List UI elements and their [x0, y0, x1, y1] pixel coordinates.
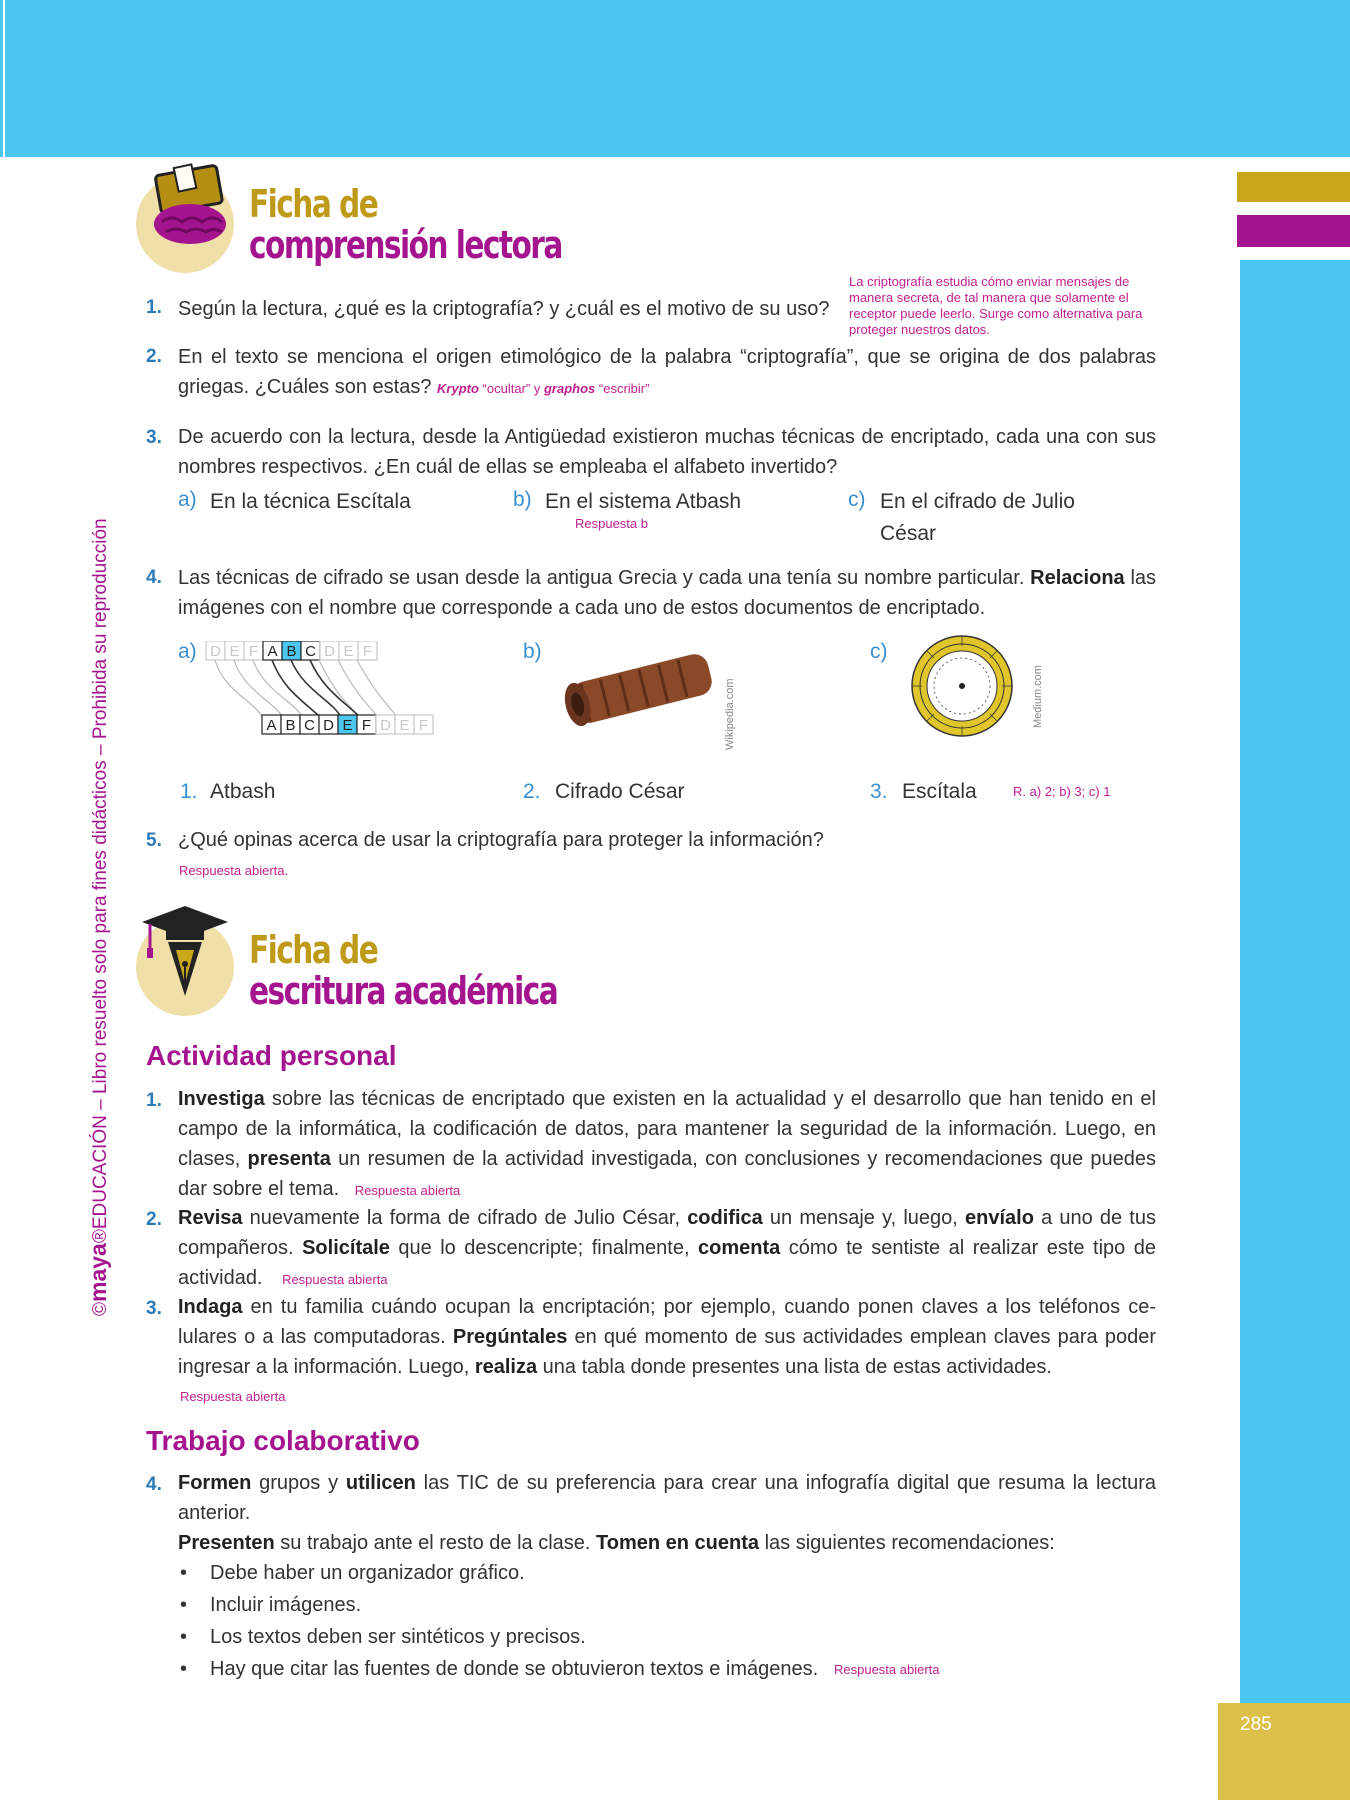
item2-number: 2.: [146, 1209, 162, 1230]
q3-option-b-letter: b): [513, 488, 532, 511]
cipher-letter: C: [304, 717, 315, 734]
sheet2-title-line1: Ficha de: [249, 928, 378, 972]
gold-tab: [1237, 172, 1350, 202]
item3-answer: Respuesta abierta: [180, 1389, 286, 1404]
q2-answer: Krypto “ocultar” y graphos “escribir”: [437, 381, 650, 396]
q5-answer: Respuesta abierta.: [179, 863, 289, 878]
sheet1-title-line1: Ficha de: [249, 182, 378, 226]
q3-answer: Respuesta b: [575, 516, 648, 531]
cipher-letter: F: [418, 717, 429, 734]
item4-text-2: Presenten su trabajo ante el resto de la clase. Tomen en cuenta las siguientes recomendaciones:: [178, 1532, 1055, 1554]
cipher-letter: F: [248, 643, 259, 660]
q3-text: De acuerdo con la lectura, desde la Antigüedad existieron muchas técnicas de encriptado, cada una con sus nombres respectivos. ¿En cuál de ellas se empleaba el alfabeto invertido?: [178, 426, 1156, 478]
q1-number: 1.: [146, 297, 162, 318]
cipher-letter: D: [210, 643, 221, 660]
brand-name: maya: [85, 1243, 111, 1302]
q3-option-c-letter: c): [848, 488, 866, 511]
q1-text: Según la lectura, ¿qué es la criptografía? y ¿cuál es el motivo de su uso?: [178, 298, 830, 320]
cipher-letter: B: [286, 643, 297, 660]
right-band: [1240, 260, 1350, 1705]
q4-name-3-number: 3.: [870, 780, 888, 803]
top-band: [5, 0, 1350, 157]
q4-text: Las técnicas de cifrado se usan desde la antigua Grecia y cada una tenía su nombre particular. Relaciona las imágenes con el nombre que corresponde a cada uno de estos documentos de encriptado.: [178, 567, 1157, 619]
cipher-letter: E: [229, 643, 240, 660]
q3-option-a-letter: a): [178, 488, 197, 511]
item1-text: Investiga sobre las técnicas de encriptado que existen en la actualidad y el desarrollo que han tenido en el campo de la informática, la codificación de datos, para mantener la seguridad de la información. Luego, en clases, presenta un resumen de la actividad investigada, con conclusiones y recomendaciones que puedes dar sobre el tema. Respuesta abierta: [178, 1088, 1156, 1200]
page-number-box: [1218, 1703, 1350, 1800]
cipher-letter: A: [266, 717, 277, 734]
q3-option-c-text: En el cifrado de Julio César: [880, 490, 1075, 545]
item1-answer: Respuesta abierta: [354, 1183, 461, 1198]
q4-image-c-label: c): [870, 640, 888, 663]
item2-answer: Respuesta abierta: [282, 1272, 388, 1287]
bullet-4: Hay que citar las fuentes de donde se obtuvieron textos e imágenes.: [210, 1658, 819, 1680]
bullet-1: Debe haber un organizador gráfico.: [210, 1562, 525, 1584]
q4-image-a-label: a): [178, 640, 197, 663]
graduation-pen-icon: [140, 902, 230, 1002]
cipher-letter: E: [399, 717, 410, 734]
item2-text: Revisa nuevamente la forma de cifrado de Julio César, codifica un mensaje y, luego, envíalo a uno de tus compañeros. Solicítale que lo descencripte; finalmente, comenta cómo te sentiste al realizar este tipo de actividad. Respuesta abierta: [178, 1207, 1156, 1289]
item4-text: Formen grupos y utilicen las TIC de su preferencia para crear una infografía digital que resuma la lectura anterior.: [178, 1472, 1156, 1524]
cipher-letter: D: [323, 717, 334, 734]
item3-number: 3.: [146, 1298, 162, 1319]
q4-answer: R. a) 2; b) 3; c) 1: [1013, 784, 1111, 799]
bullet-dot-4: •: [180, 1658, 188, 1680]
bullet-dot-1: •: [180, 1562, 188, 1584]
q2-text: En el texto se menciona el origen etimológico de la palabra “criptografía”, que se origina de dos palabras griegas. ¿Cuáles son estas? Krypto “ocultar” y graphos “escribir”: [178, 346, 1156, 398]
top-band-edge: [0, 0, 3, 157]
q4-name-3-text: Escítala: [902, 780, 977, 803]
sheet1-title-line2: comprensión lectora: [249, 223, 562, 267]
q2-number: 2.: [146, 346, 162, 367]
q4-name-2-text: Cifrado César: [555, 780, 685, 803]
side-copyright-text: ©maya®EDUCACIÓN – Libro resuelto solo para fines didácticos – Prohibida su reproducción: [85, 518, 111, 1316]
q4-name-2-number: 2.: [523, 780, 541, 803]
cipher-letter: E: [342, 717, 353, 734]
q5-number: 5.: [146, 830, 162, 851]
q3-option-b-text: En el sistema Atbash: [545, 490, 742, 513]
q4-credit-c: Medium.com: [1032, 665, 1044, 728]
q3-number: 3.: [146, 427, 162, 448]
bullet-dot-3: •: [180, 1626, 188, 1648]
cipher-letter: A: [267, 643, 278, 660]
q4-image-b-label: b): [523, 640, 542, 663]
q3-option-a-text: En la técnica Escítala: [210, 490, 411, 513]
cipher-shift-diagram: [204, 641, 434, 736]
magenta-tab: [1237, 215, 1350, 247]
item3-text: Indaga en tu familia cuándo ocupan la encriptación; por ejemplo, cuando ponen claves a los teléfonos celulares o a las computadoras. Pregúntales en qué momento de sus actividades emplean claves para poder ingresar a la información. Luego, realiza una tabla donde presentes una lista de estas actividades.: [178, 1296, 1156, 1378]
cipher-letter: F: [361, 717, 372, 734]
item1-number: 1.: [146, 1090, 162, 1111]
page-number: 285: [1240, 1714, 1272, 1735]
scytale-image: [560, 640, 720, 735]
cipher-letter: D: [324, 643, 335, 660]
q4-name-1-number: 1.: [180, 780, 198, 803]
item4-answer: Respuesta abierta: [834, 1662, 940, 1677]
cipher-letter: B: [285, 717, 296, 734]
bullet-dot-2: •: [180, 1594, 188, 1616]
q1-answer: La criptografía estudia cómo enviar mensajes de manera secreta, de tal manera que solamente el receptor puede leerlo. Surge como alternativa para proteger nuestros datos.: [849, 274, 1143, 337]
bullet-3: Los textos deben ser sintéticos y precisos.: [210, 1626, 586, 1648]
item4-number: 4.: [146, 1474, 162, 1495]
cipher-letter: E: [343, 643, 354, 660]
section-trabajo-colaborativo: Trabajo colaborativo: [146, 1425, 420, 1456]
q4-credit-b: Wikipedia.com: [724, 678, 736, 750]
q5-text: ¿Qué opinas acerca de usar la criptografía para proteger la información?: [178, 829, 824, 851]
bullet-2: Incluir imágenes.: [210, 1594, 362, 1616]
q4-number: 4.: [146, 567, 162, 588]
section-actividad-personal: Actividad personal: [146, 1040, 397, 1071]
cipher-letter: D: [380, 717, 391, 734]
book-brain-icon: [150, 160, 238, 255]
cipher-letter: F: [362, 643, 373, 660]
cipher-wheel-image: [910, 634, 1014, 738]
q4-name-1-text: Atbash: [210, 780, 276, 803]
sheet2-title-line2: escritura académica: [249, 969, 558, 1013]
cipher-letter: C: [305, 643, 316, 660]
